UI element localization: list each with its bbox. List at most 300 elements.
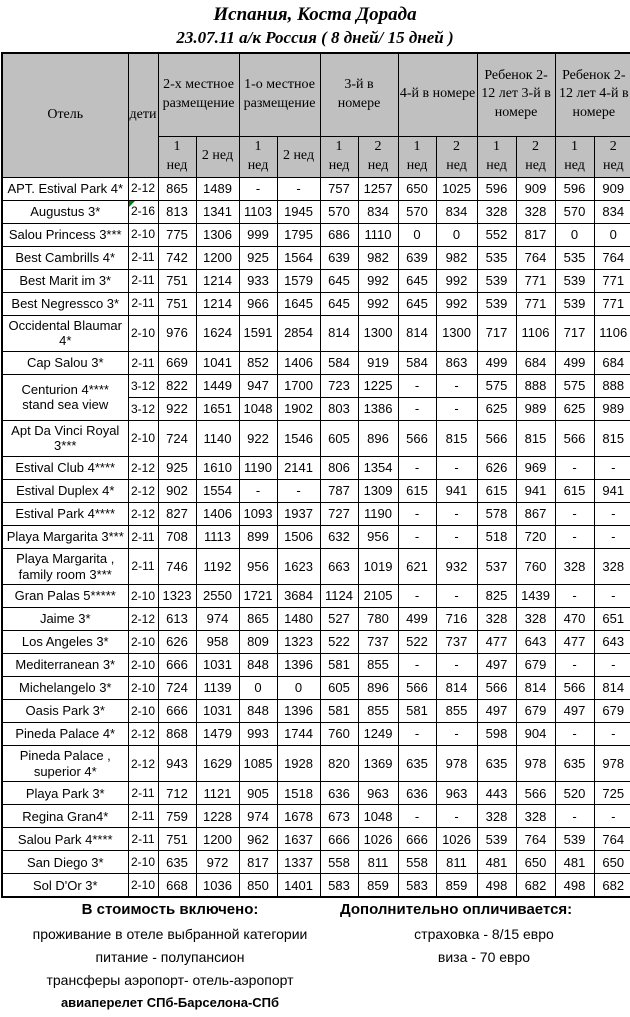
price-cell: 932 [436, 549, 477, 585]
hotel-name-cell: Augustus 3* [2, 200, 128, 223]
price-cell: 925 [239, 246, 277, 269]
price-cell: 1624 [196, 315, 239, 351]
price-cell: 666 [158, 654, 196, 677]
table-row [2, 608, 630, 631]
column-group-4th-in-room: 4-й в номере [398, 53, 477, 137]
price-cell: 539 [555, 828, 594, 851]
subheader-week2: 2 нед [594, 136, 630, 177]
price-cell: 1093 [239, 503, 277, 526]
table-row [2, 200, 630, 223]
price-cell: 520 [555, 782, 594, 805]
price-cell: 635 [398, 746, 436, 782]
hotel-name-cell: Gran Palas 5***** [2, 585, 128, 608]
price-cell: 1041 [196, 351, 239, 374]
price-cell: 1249 [358, 723, 398, 746]
price-cell: 1479 [196, 723, 239, 746]
included-title: В стоимость включено: [81, 901, 259, 919]
price-cell: 570 [398, 200, 436, 223]
price-cell: 814 [320, 315, 358, 351]
price-cell: 708 [158, 526, 196, 549]
price-cell: 956 [358, 526, 398, 549]
price-cell: 992 [436, 269, 477, 292]
subheader-week2: 2 нед [196, 136, 239, 177]
price-cell: 1085 [239, 746, 277, 782]
price-cell: 1651 [196, 397, 239, 420]
price-cell: 896 [358, 677, 398, 700]
price-cell: 679 [516, 700, 555, 723]
price-cell: 717 [555, 315, 594, 351]
price-cell: 855 [358, 654, 398, 677]
children-age-cell: 2-11 [128, 526, 158, 549]
price-cell: - [277, 480, 320, 503]
price-cell: - [239, 480, 277, 503]
price-cell: 1190 [358, 503, 398, 526]
price-cell: - [398, 654, 436, 677]
column-group-3rd-in-room: 3-й в номере [320, 53, 398, 137]
price-cell: 787 [320, 480, 358, 503]
hotel-name-cell: Regina Gran4* [2, 805, 128, 828]
price-cell: 2854 [277, 315, 320, 351]
price-cell: 751 [158, 292, 196, 315]
price-cell: 909 [594, 177, 630, 200]
price-cell: 1048 [239, 397, 277, 420]
price-cell: 1019 [358, 549, 398, 585]
price-cell: 605 [320, 677, 358, 700]
price-cell: 999 [239, 223, 277, 246]
price-cell: 684 [516, 351, 555, 374]
price-cell: 1700 [277, 374, 320, 397]
price-cell: 328 [477, 608, 516, 631]
column-header-children: дети [128, 53, 158, 177]
price-cell: 581 [320, 654, 358, 677]
price-cell: 813 [158, 200, 196, 223]
price-cell: 760 [320, 723, 358, 746]
price-cell: 1337 [277, 851, 320, 874]
price-cell: 817 [239, 851, 277, 874]
price-cell: 1323 [158, 585, 196, 608]
price-cell: 992 [436, 292, 477, 315]
price-cell: 1106 [594, 315, 630, 351]
price-cell: 764 [594, 246, 630, 269]
column-group-double-room: 2-х местное размещение [158, 53, 239, 137]
price-cell: 848 [239, 654, 277, 677]
price-cell: 941 [594, 480, 630, 503]
price-cell: 909 [516, 177, 555, 200]
price-cell: 499 [477, 351, 516, 374]
hotel-name-cell: Playa Margarita , family room 3*** [2, 549, 128, 585]
price-cell: - [594, 723, 630, 746]
price-cell: 1610 [196, 457, 239, 480]
subheader-week1: 1 нед [398, 136, 436, 177]
price-cell: - [594, 654, 630, 677]
price-cell: - [555, 526, 594, 549]
price-cell: 636 [398, 782, 436, 805]
price-cell: 1124 [320, 585, 358, 608]
price-cell: - [239, 177, 277, 200]
price-cell: 663 [320, 549, 358, 585]
price-cell: 1645 [277, 292, 320, 315]
price-cell: 635 [477, 746, 516, 782]
children-age-cell: 2-11 [128, 828, 158, 851]
price-cell: 552 [477, 223, 516, 246]
price-cell: - [436, 457, 477, 480]
price-cell: 905 [239, 782, 277, 805]
price-cell: 771 [516, 269, 555, 292]
price-cell: 1214 [196, 269, 239, 292]
price-cell: 834 [594, 200, 630, 223]
price-table [1, 52, 630, 899]
price-cell: 1386 [358, 397, 398, 420]
price-cell: 1629 [196, 746, 239, 782]
column-group-child-4th: Ребенок 2-12 лет 4-й в номере [555, 53, 630, 137]
price-cell: 742 [158, 246, 196, 269]
price-cell: 1546 [277, 420, 320, 456]
children-age-cell: 2-10 [128, 420, 158, 456]
price-cell: - [398, 723, 436, 746]
price-cell: 922 [239, 420, 277, 456]
column-header-hotel: Отель [2, 53, 128, 177]
price-cell: 814 [594, 677, 630, 700]
table-row [2, 549, 630, 585]
price-cell: 1228 [196, 805, 239, 828]
price-cell: 499 [555, 351, 594, 374]
price-cell: 888 [516, 374, 555, 397]
price-cell: 1214 [196, 292, 239, 315]
price-cell: 635 [158, 851, 196, 874]
price-cell: 558 [320, 851, 358, 874]
price-cell: 1564 [277, 246, 320, 269]
price-cell: 771 [594, 269, 630, 292]
price-cell: 751 [158, 828, 196, 851]
hotel-name-cell: Apt Da Vinci Royal 3*** [2, 420, 128, 456]
price-cell: 575 [555, 374, 594, 397]
price-cell: 1031 [196, 654, 239, 677]
table-row [2, 177, 630, 200]
price-cell: - [398, 526, 436, 549]
price-cell: 679 [516, 654, 555, 677]
price-cell: - [436, 503, 477, 526]
children-age-cell: 2-10 [128, 585, 158, 608]
price-cell: 666 [320, 828, 358, 851]
price-cell: 643 [594, 631, 630, 654]
price-cell: 615 [555, 480, 594, 503]
price-cell: 933 [239, 269, 277, 292]
price-cell: - [277, 177, 320, 200]
price-cell: 566 [555, 677, 594, 700]
price-cell: 727 [320, 503, 358, 526]
price-cell: 673 [320, 805, 358, 828]
price-table-body [2, 177, 630, 897]
children-age-cell: 2-10 [128, 874, 158, 898]
price-cell: 1200 [196, 246, 239, 269]
price-cell: 775 [158, 223, 196, 246]
extra-item-visa: виза - 70 евро [437, 948, 531, 965]
extra-item-insurance: страховка - 8/15 евро [414, 925, 554, 942]
price-cell: - [436, 526, 477, 549]
price-cell: 1354 [358, 457, 398, 480]
price-cell: 1306 [196, 223, 239, 246]
price-cell: 328 [555, 549, 594, 585]
price-cell: 1744 [277, 723, 320, 746]
price-cell: 963 [358, 782, 398, 805]
table-row [2, 874, 630, 898]
price-cell: - [436, 397, 477, 420]
price-cell: 498 [555, 874, 594, 898]
table-row [2, 480, 630, 503]
table-row [2, 315, 630, 351]
price-cell: 2141 [277, 457, 320, 480]
price-cell: 639 [320, 246, 358, 269]
hotel-name-cell: Cap Salou 3* [2, 351, 128, 374]
price-cell: 855 [358, 700, 398, 723]
price-cell: 865 [158, 177, 196, 200]
price-cell: 815 [594, 420, 630, 456]
children-age-cell: 2-12 [128, 723, 158, 746]
price-cell: 635 [555, 746, 594, 782]
price-cell: 720 [516, 526, 555, 549]
price-cell: 686 [320, 223, 358, 246]
price-cell: 716 [436, 608, 477, 631]
price-cell: 760 [516, 549, 555, 585]
price-cell: - [555, 457, 594, 480]
price-cell: 764 [516, 246, 555, 269]
price-cell: 566 [516, 782, 555, 805]
price-cell: - [555, 503, 594, 526]
price-cell: - [398, 374, 436, 397]
price-cell: 958 [196, 631, 239, 654]
hotel-name-cell: San Diego 3* [2, 851, 128, 874]
children-age-cell: 2-11 [128, 351, 158, 374]
price-cell: 666 [398, 828, 436, 851]
price-cell: 596 [477, 177, 516, 200]
price-cell: 771 [516, 292, 555, 315]
price-cell: 605 [320, 420, 358, 456]
price-cell: 1406 [196, 503, 239, 526]
price-cell: 679 [594, 700, 630, 723]
hotel-name-cell: Playa Margarita 3*** [2, 526, 128, 549]
price-cell: 570 [555, 200, 594, 223]
table-row [2, 782, 630, 805]
price-cell: 993 [239, 723, 277, 746]
price-cell: - [398, 585, 436, 608]
price-cell: 902 [158, 480, 196, 503]
price-cell: 328 [477, 805, 516, 828]
table-row [2, 585, 630, 608]
price-cell: 859 [436, 874, 477, 898]
children-age-cell: 2-10 [128, 700, 158, 723]
price-cell: 328 [477, 200, 516, 223]
price-cell: 539 [555, 292, 594, 315]
hotel-name-cell: APT. Estival Park 4* [2, 177, 128, 200]
children-age-cell: 2-12 [128, 503, 158, 526]
children-age-cell: 2-12 [128, 457, 158, 480]
price-cell: 1026 [436, 828, 477, 851]
price-cell: 650 [594, 851, 630, 874]
price-cell: 518 [477, 526, 516, 549]
hotel-name-cell: Mediterranean 3* [2, 654, 128, 677]
price-cell: 904 [516, 723, 555, 746]
price-cell: 852 [239, 351, 277, 374]
table-row [2, 351, 630, 374]
price-cell: 1396 [277, 700, 320, 723]
extra-pay-section [340, 900, 628, 1016]
price-cell: 978 [436, 746, 477, 782]
table-row [2, 526, 630, 549]
price-cell: 1309 [358, 480, 398, 503]
price-cell: 859 [358, 874, 398, 898]
price-cell: 992 [358, 269, 398, 292]
price-cell: - [594, 503, 630, 526]
price-cell: 978 [516, 746, 555, 782]
price-cell: 724 [158, 420, 196, 456]
hotel-name-cell: Los Angeles 3* [2, 631, 128, 654]
price-cell: 497 [477, 700, 516, 723]
table-row [2, 374, 630, 397]
price-cell: 636 [320, 782, 358, 805]
price-cell: 566 [477, 420, 516, 456]
price-cell: 1192 [196, 549, 239, 585]
hotel-name-cell: Occidental Blaumar 4* [2, 315, 128, 351]
price-cell: 764 [594, 828, 630, 851]
subheader-week2: 2 нед [516, 136, 555, 177]
table-row [2, 503, 630, 526]
price-cell: 925 [158, 457, 196, 480]
price-cell: 650 [516, 851, 555, 874]
price-cell: 558 [398, 851, 436, 874]
price-cell: 717 [477, 315, 516, 351]
price-cell: 814 [516, 677, 555, 700]
table-row [2, 269, 630, 292]
children-age-cell: 2-11 [128, 549, 158, 585]
price-cell: 1257 [358, 177, 398, 200]
price-cell: 943 [158, 746, 196, 782]
price-cell: 632 [320, 526, 358, 549]
price-cell: 539 [477, 828, 516, 851]
price-cell: 598 [477, 723, 516, 746]
children-age-cell: 2-10 [128, 631, 158, 654]
price-cell: 941 [436, 480, 477, 503]
price-cell: 522 [320, 631, 358, 654]
children-age-cell: 2-12 [128, 480, 158, 503]
price-cell: - [436, 374, 477, 397]
price-cell: 822 [158, 374, 196, 397]
included-item-flight: авиаперелет СПб-Барселона-СПб [60, 995, 280, 1011]
price-cell: 1480 [277, 608, 320, 631]
price-cell: - [594, 585, 630, 608]
price-cell: - [398, 397, 436, 420]
price-cell: 566 [555, 420, 594, 456]
hotel-name-cell: Sol D'Or 3* [2, 874, 128, 898]
price-cell: 1945 [277, 200, 320, 223]
hotel-name-cell: Centurion 4**** stand sea view [2, 374, 128, 420]
price-cell: 1721 [239, 585, 277, 608]
subheader-week1: 1 нед [477, 136, 516, 177]
price-cell: 2105 [358, 585, 398, 608]
price-cell: 639 [398, 246, 436, 269]
price-cell: - [555, 723, 594, 746]
price-cell: 1113 [196, 526, 239, 549]
price-cell: 806 [320, 457, 358, 480]
price-cell: 497 [555, 700, 594, 723]
hotel-name-cell: Estival Duplex 4* [2, 480, 128, 503]
price-cell: 645 [320, 269, 358, 292]
price-cell: 578 [477, 503, 516, 526]
price-cell: 989 [516, 397, 555, 420]
price-cell: 1591 [239, 315, 277, 351]
price-cell: 834 [436, 200, 477, 223]
price-cell: 746 [158, 549, 196, 585]
price-cell: 848 [239, 700, 277, 723]
price-cell: 3684 [277, 585, 320, 608]
column-group-single-room: 1-о местное размещение [239, 53, 320, 137]
price-cell: 581 [398, 700, 436, 723]
price-cell: 1300 [436, 315, 477, 351]
table-row [2, 654, 630, 677]
hotel-name-cell: Estival Park 4**** [2, 503, 128, 526]
price-cell: 811 [358, 851, 398, 874]
price-cell: 535 [555, 246, 594, 269]
hotel-name-cell: Oasis Park 3* [2, 700, 128, 723]
price-cell: 497 [477, 654, 516, 677]
price-cell: 1031 [196, 700, 239, 723]
included-item-transfers: трансферы аэропорт- отель-аэропорт [46, 971, 294, 988]
subheader-week2: 2 нед [436, 136, 477, 177]
price-cell: 863 [436, 351, 477, 374]
price-cell: 1439 [516, 585, 555, 608]
price-cell: 974 [239, 805, 277, 828]
table-row [2, 828, 630, 851]
price-cell: 978 [594, 746, 630, 782]
price-cell: 596 [555, 177, 594, 200]
price-cell: 896 [358, 420, 398, 456]
price-cell: 668 [158, 874, 196, 898]
price-cell: 723 [320, 374, 358, 397]
table-row [2, 631, 630, 654]
price-cell: 976 [158, 315, 196, 351]
hotel-name-cell: Pineda Palace 4* [2, 723, 128, 746]
price-cell: 1928 [277, 746, 320, 782]
price-cell: 969 [516, 457, 555, 480]
price-cell: 1937 [277, 503, 320, 526]
price-cell: 1106 [516, 315, 555, 351]
price-cell: 477 [555, 631, 594, 654]
price-cell: 919 [358, 351, 398, 374]
table-row [2, 246, 630, 269]
table-row [2, 292, 630, 315]
price-cell: 645 [398, 269, 436, 292]
price-cell: - [398, 457, 436, 480]
price-cell: 989 [594, 397, 630, 420]
price-cell: 815 [516, 420, 555, 456]
price-cell: 1048 [358, 805, 398, 828]
children-age-cell: 2-16 [128, 200, 158, 223]
price-cell: 566 [398, 420, 436, 456]
price-cell: 566 [477, 677, 516, 700]
children-age-cell: 2-11 [128, 292, 158, 315]
price-cell: 539 [477, 269, 516, 292]
subheader-week1: 1 нед [320, 136, 358, 177]
price-cell: 328 [516, 608, 555, 631]
price-cell: 645 [398, 292, 436, 315]
subheader-week2: 2 нед [358, 136, 398, 177]
price-cell: 966 [239, 292, 277, 315]
children-age-cell: 2-11 [128, 269, 158, 292]
price-cell: 1406 [277, 351, 320, 374]
price-cell: 865 [239, 608, 277, 631]
price-cell: 820 [320, 746, 358, 782]
table-row [2, 223, 630, 246]
price-cell: 1225 [358, 374, 398, 397]
